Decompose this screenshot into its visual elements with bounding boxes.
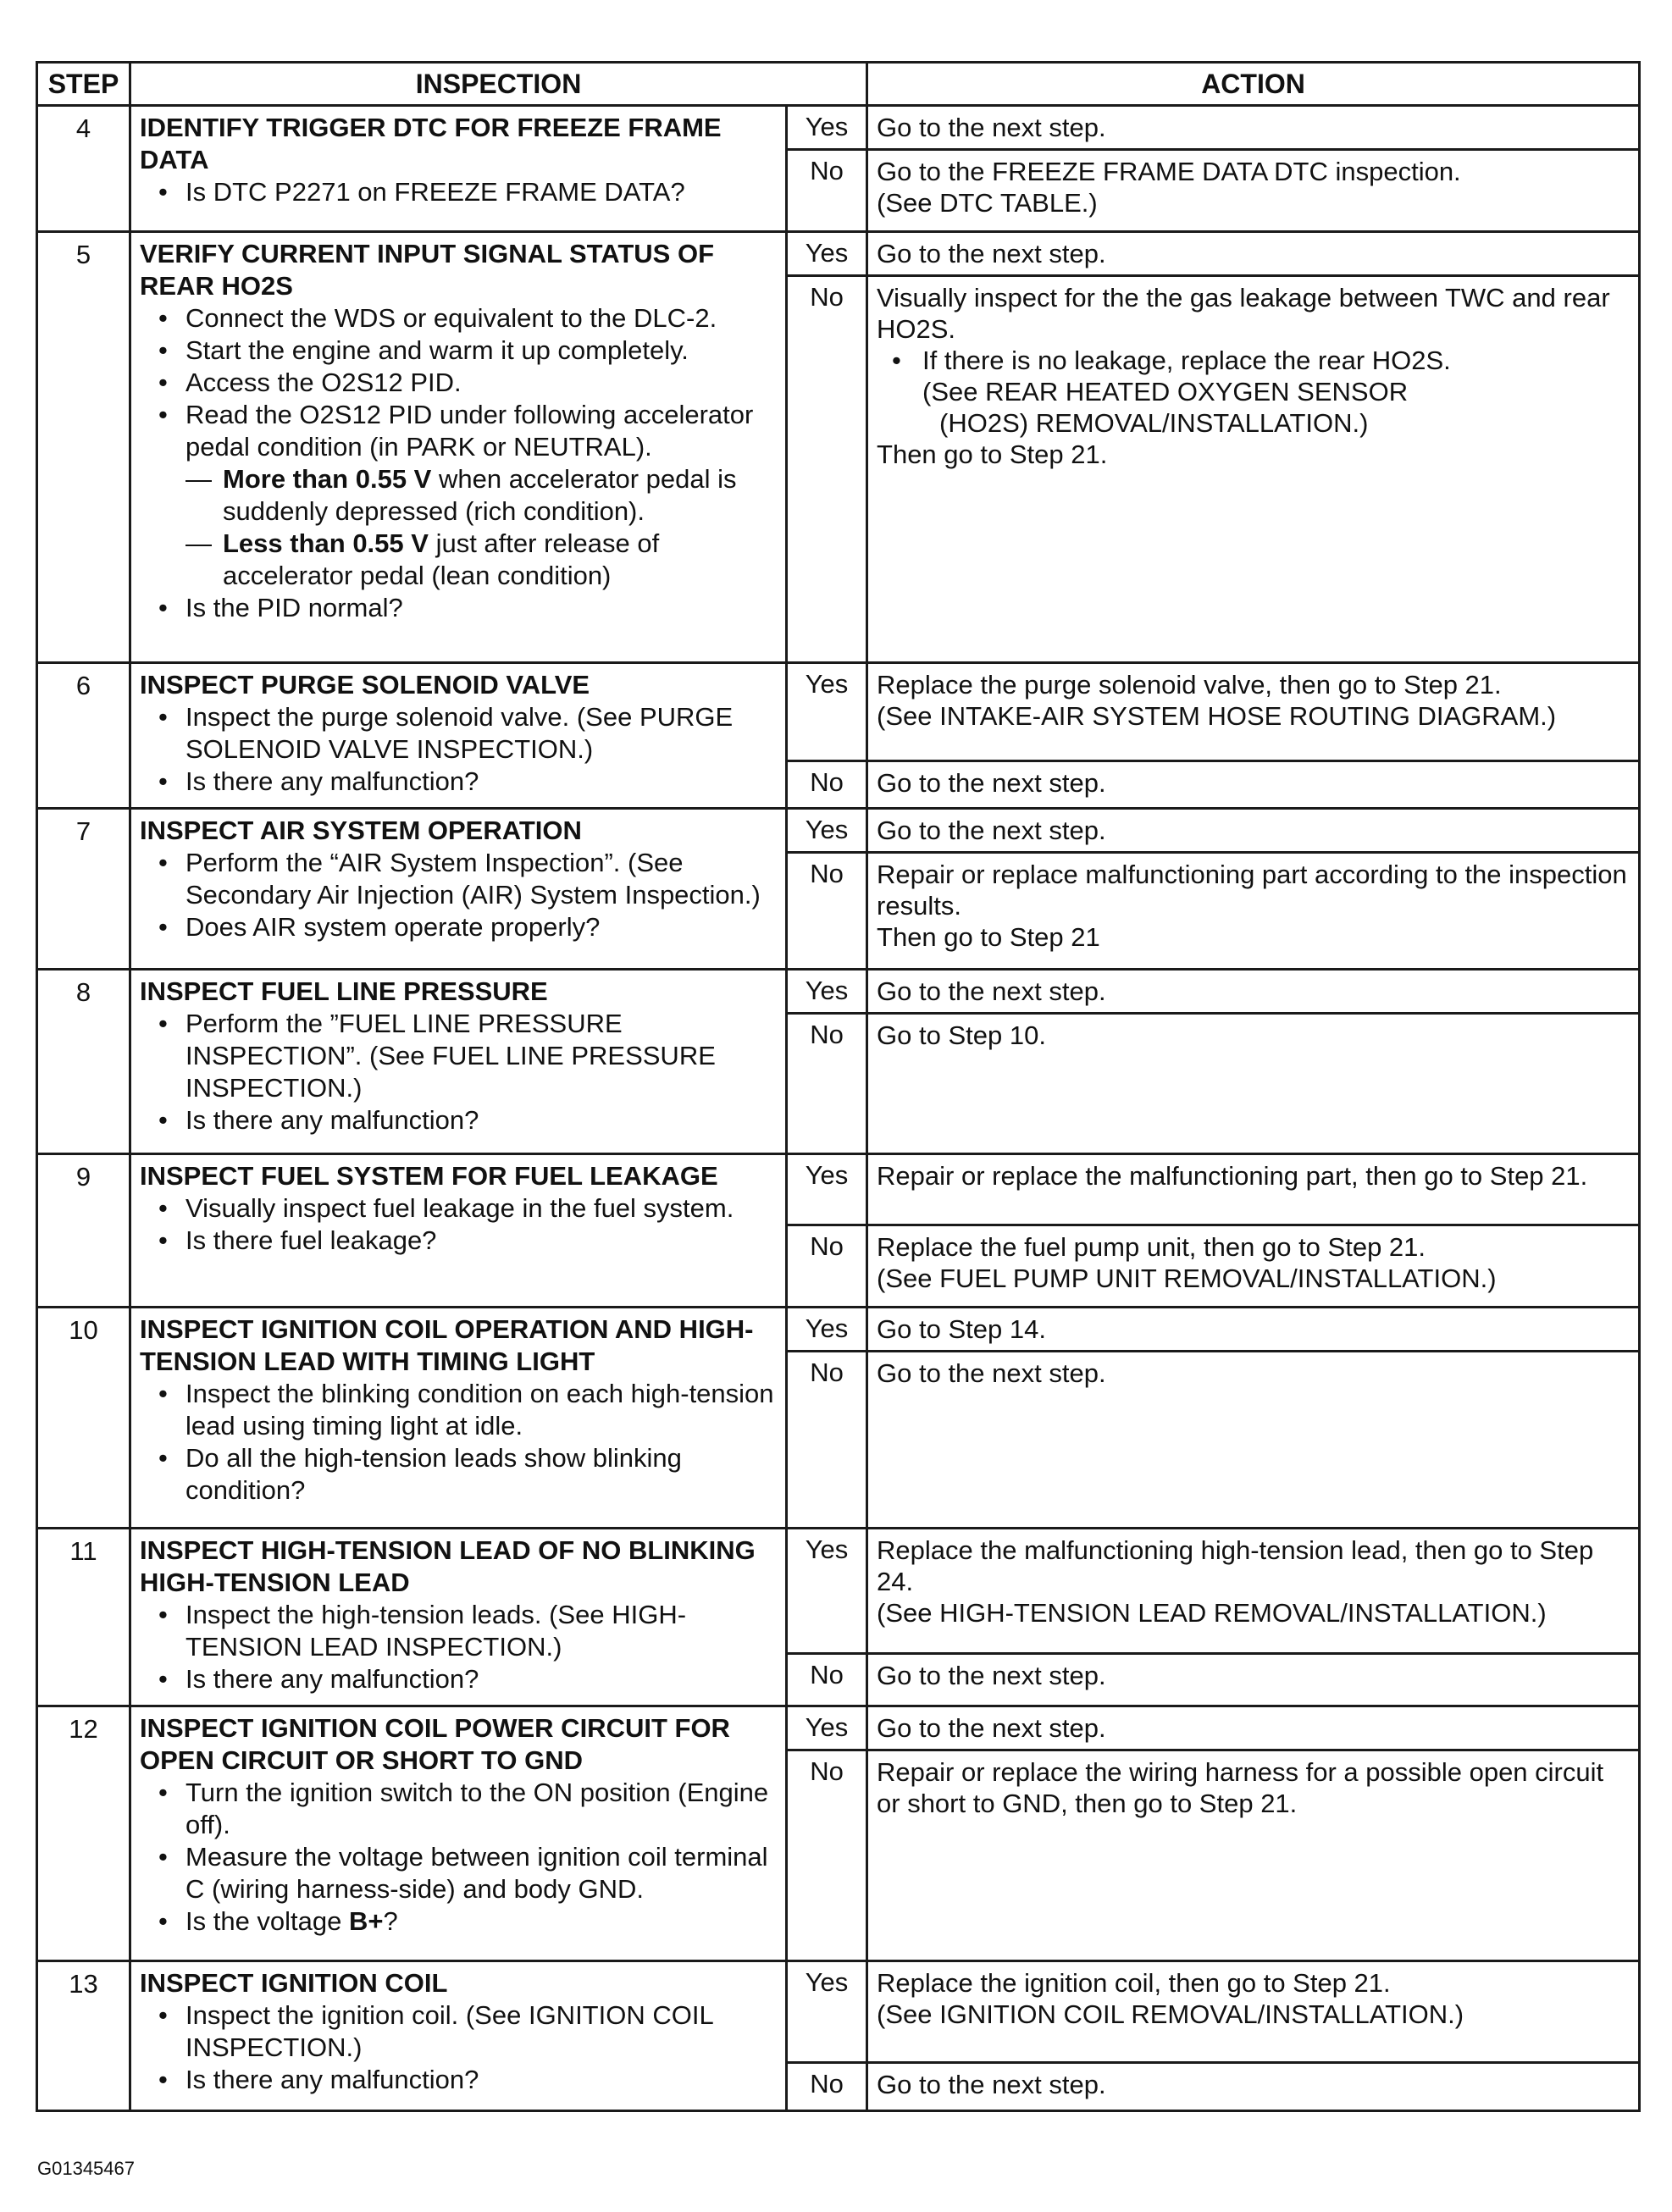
step-row-12-yes — [37, 1706, 1640, 1750]
no-label: No — [787, 276, 867, 663]
step-number: 9 — [37, 1154, 130, 1308]
yes-label: Yes — [787, 969, 867, 1013]
yes-label: Yes — [787, 106, 867, 150]
inspection-cell — [130, 969, 787, 1154]
step-number: 5 — [37, 232, 130, 663]
inspection-title: INSPECT PURGE SOLENOID VALVE — [140, 669, 590, 700]
inspection-title: INSPECT FUEL LINE PRESSURE — [140, 976, 548, 1006]
yes-label: Yes — [787, 1154, 867, 1225]
inspection-bullet: • Is the voltage B+? — [140, 1905, 780, 1938]
yes-label: Yes — [787, 232, 867, 276]
no-action: Go to the next step. — [867, 2063, 1640, 2111]
inspection-title: INSPECT IGNITION COIL OPERATION AND HIGH-TENSION LEAD WITH TIMING LIGHT — [140, 1314, 754, 1377]
inspection-bullet: • Inspect the ignition coil. (See IGNITION COIL INSPECTION.) — [140, 1999, 780, 2064]
inspection-bullet: • Connect the WDS or equivalent to the DLC-2. — [140, 302, 780, 335]
condition-item: — Less than 0.55 V just after release of accelerator pedal (lean condition) — [185, 528, 780, 592]
yes-action: Repair or replace the malfunctioning part, then go to Step 21. — [867, 1154, 1640, 1225]
yes-action: Go to Step 14. — [867, 1308, 1640, 1352]
inspection-title: INSPECT AIR SYSTEM OPERATION — [140, 816, 582, 846]
inspection-cell — [130, 1154, 787, 1308]
inspection-cell — [130, 1961, 787, 2111]
no-action: Go to the next step. — [867, 1653, 1640, 1706]
inspection-cell — [130, 1308, 787, 1528]
inspection-cell — [130, 106, 787, 232]
step-row-5-yes — [37, 232, 1640, 276]
header-row — [37, 63, 1640, 106]
inspection-title: INSPECT FUEL SYSTEM FOR FUEL LEAKAGE — [140, 1161, 718, 1192]
inspection-cell — [130, 232, 787, 663]
yes-action: Go to the next step. — [867, 106, 1640, 150]
inspection-cell — [130, 809, 787, 969]
inspection-cell — [130, 1528, 787, 1706]
no-action: Replace the fuel pump unit, then go to Step 21. (See FUEL PUMP UNIT REMOVAL/INSTALLATION.) — [867, 1225, 1640, 1308]
inspection-cell — [130, 662, 787, 809]
inspection-cell — [130, 1706, 787, 1961]
inspection-bullet: • Is there any malfunction? — [140, 1104, 780, 1136]
header-action: ACTION — [867, 63, 1640, 106]
yes-action: Go to the next step. — [867, 1706, 1640, 1750]
yes-action: Go to the next step. — [867, 232, 1640, 276]
yes-label: Yes — [787, 1706, 867, 1750]
step-row-10-yes — [37, 1308, 1640, 1352]
no-action: Go to Step 10. — [867, 1013, 1640, 1154]
yes-action: Replace the ignition coil, then go to Step 21. (See IGNITION COIL REMOVAL/INSTALLATION.) — [867, 1961, 1640, 2063]
step-row-13-yes — [37, 1961, 1640, 2063]
yes-label: Yes — [787, 1528, 867, 1653]
inspection-bullet: • Read the O2S12 PID under following accelerator pedal condition (in PARK or NEUTRAL). — More than 0.55 V when accelerator pedal is suddenly depressed (rich condition). — Less than 0.55 V just after release of accelerator pedal (lean condition) — [140, 399, 780, 592]
header-inspection: INSPECTION — [130, 63, 867, 106]
step-row-8-yes — [37, 969, 1640, 1013]
no-label: No — [787, 1653, 867, 1706]
figure-id: G01345467 — [37, 2158, 135, 2179]
inspection-bullet: • Start the engine and warm it up completely. — [140, 335, 780, 367]
step-row-4-yes — [37, 106, 1640, 150]
yes-label: Yes — [787, 1308, 867, 1352]
no-label: No — [787, 853, 867, 969]
no-action: Go to the FREEZE FRAME DATA DTC inspection. (See DTC TABLE.) — [867, 150, 1640, 232]
inspection-bullet: • Is there any malfunction? — [140, 766, 780, 798]
inspection-title: INSPECT IGNITION COIL POWER CIRCUIT FOR OPEN CIRCUIT OR SHORT TO GND — [140, 1712, 730, 1775]
inspection-bullet: • Is there fuel leakage? — [140, 1225, 780, 1257]
inspection-bullet: • Is there any malfunction? — [140, 2064, 780, 2096]
step-number: 12 — [37, 1706, 130, 1961]
yes-action: Go to the next step. — [867, 969, 1640, 1013]
no-label: No — [787, 150, 867, 232]
inspection-bullet: • Measure the voltage between ignition coil terminal C (wiring harness-side) and body GND. — [140, 1841, 780, 1905]
step-number: 10 — [37, 1308, 130, 1528]
condition-item: — More than 0.55 V when accelerator pedal is suddenly depressed (rich condition). — [185, 463, 780, 528]
step-number: 7 — [37, 809, 130, 969]
inspection-bullet: • Is the PID normal? — [140, 592, 780, 624]
no-label: No — [787, 1013, 867, 1154]
step-number: 8 — [37, 969, 130, 1154]
step-number: 11 — [37, 1528, 130, 1706]
inspection-title: IDENTIFY TRIGGER DTC FOR FREEZE FRAME DATA — [140, 113, 722, 174]
inspection-bullet: • Is DTC P2271 on FREEZE FRAME DATA? — [140, 176, 780, 208]
inspection-bullet: • Visually inspect fuel leakage in the fuel system. — [140, 1192, 780, 1225]
inspection-bullet: • Perform the ”FUEL LINE PRESSURE INSPECTION”. (See FUEL LINE PRESSURE INSPECTION.) — [140, 1008, 780, 1104]
yes-label: Yes — [787, 809, 867, 853]
step-row-11-yes — [37, 1528, 1640, 1653]
no-label: No — [787, 1750, 867, 1961]
yes-label: Yes — [787, 662, 867, 760]
inspection-bullet: • Perform the “AIR System Inspection”. (See Secondary Air Injection (AIR) System Inspection.) — [140, 847, 780, 911]
inspection-title: INSPECT HIGH-TENSION LEAD OF NO BLINKING HIGH-TENSION LEAD — [140, 1535, 756, 1597]
no-label: No — [787, 1225, 867, 1308]
step-number: 6 — [37, 662, 130, 809]
yes-action: Replace the purge solenoid valve, then go to Step 21. (See INTAKE-AIR SYSTEM HOSE ROUTING DIAGRAM.) — [867, 662, 1640, 760]
inspection-bullet: • Inspect the high-tension leads. (See HIGH-TENSION LEAD INSPECTION.) — [140, 1599, 780, 1663]
step-number: 4 — [37, 106, 130, 232]
step-row-7-yes — [37, 809, 1640, 853]
step-number: 13 — [37, 1961, 130, 2111]
no-label: No — [787, 760, 867, 809]
yes-action: Go to the next step. — [867, 809, 1640, 853]
no-action: Go to the next step. — [867, 760, 1640, 809]
yes-label: Yes — [787, 1961, 867, 2063]
header-step: STEP — [37, 63, 130, 106]
no-action: Repair or replace the wiring harness for a possible open circuit or short to GND, then go to Step 21. — [867, 1750, 1640, 1961]
inspection-bullet: • Inspect the blinking condition on each high-tension lead using timing light at idle. — [140, 1378, 780, 1442]
inspection-title: VERIFY CURRENT INPUT SIGNAL STATUS OF REAR HO2S — [140, 239, 715, 301]
inspection-bullet: • Inspect the purge solenoid valve. (See PURGE SOLENOID VALVE INSPECTION.) — [140, 701, 780, 766]
inspection-bullet: • Does AIR system operate properly? — [140, 911, 780, 943]
yes-action: Replace the malfunctioning high-tension lead, then go to Step 24. (See HIGH-TENSION LEAD REMOVAL/INSTALLATION.) — [867, 1528, 1640, 1653]
no-action: Go to the next step. — [867, 1352, 1640, 1528]
inspection-bullet: • Is there any malfunction? — [140, 1663, 780, 1695]
step-row-6-yes — [37, 662, 1640, 760]
inspection-title: INSPECT IGNITION COIL — [140, 1968, 448, 1999]
no-label: No — [787, 2063, 867, 2111]
no-action: Visually inspect for the the gas leakage between TWC and rear HO2S. • If there is no leakage, replace the rear HO2S. (See REAR HEATED OXYGEN SENSOR (HO2S) REMOVAL/INSTALLATION.) Then go to Step 21. — [867, 276, 1640, 663]
diagnostic-table — [36, 61, 1641, 2112]
no-action: Repair or replace malfunctioning part according to the inspection results. Then go to Step 21 — [867, 853, 1640, 969]
inspection-bullet: • Turn the ignition switch to the ON position (Engine off). — [140, 1777, 780, 1841]
step-row-9-yes — [37, 1154, 1640, 1225]
no-label: No — [787, 1352, 867, 1528]
inspection-bullet: • Access the O2S12 PID. — [140, 367, 780, 399]
inspection-bullet: • Do all the high-tension leads show blinking condition? — [140, 1442, 780, 1507]
